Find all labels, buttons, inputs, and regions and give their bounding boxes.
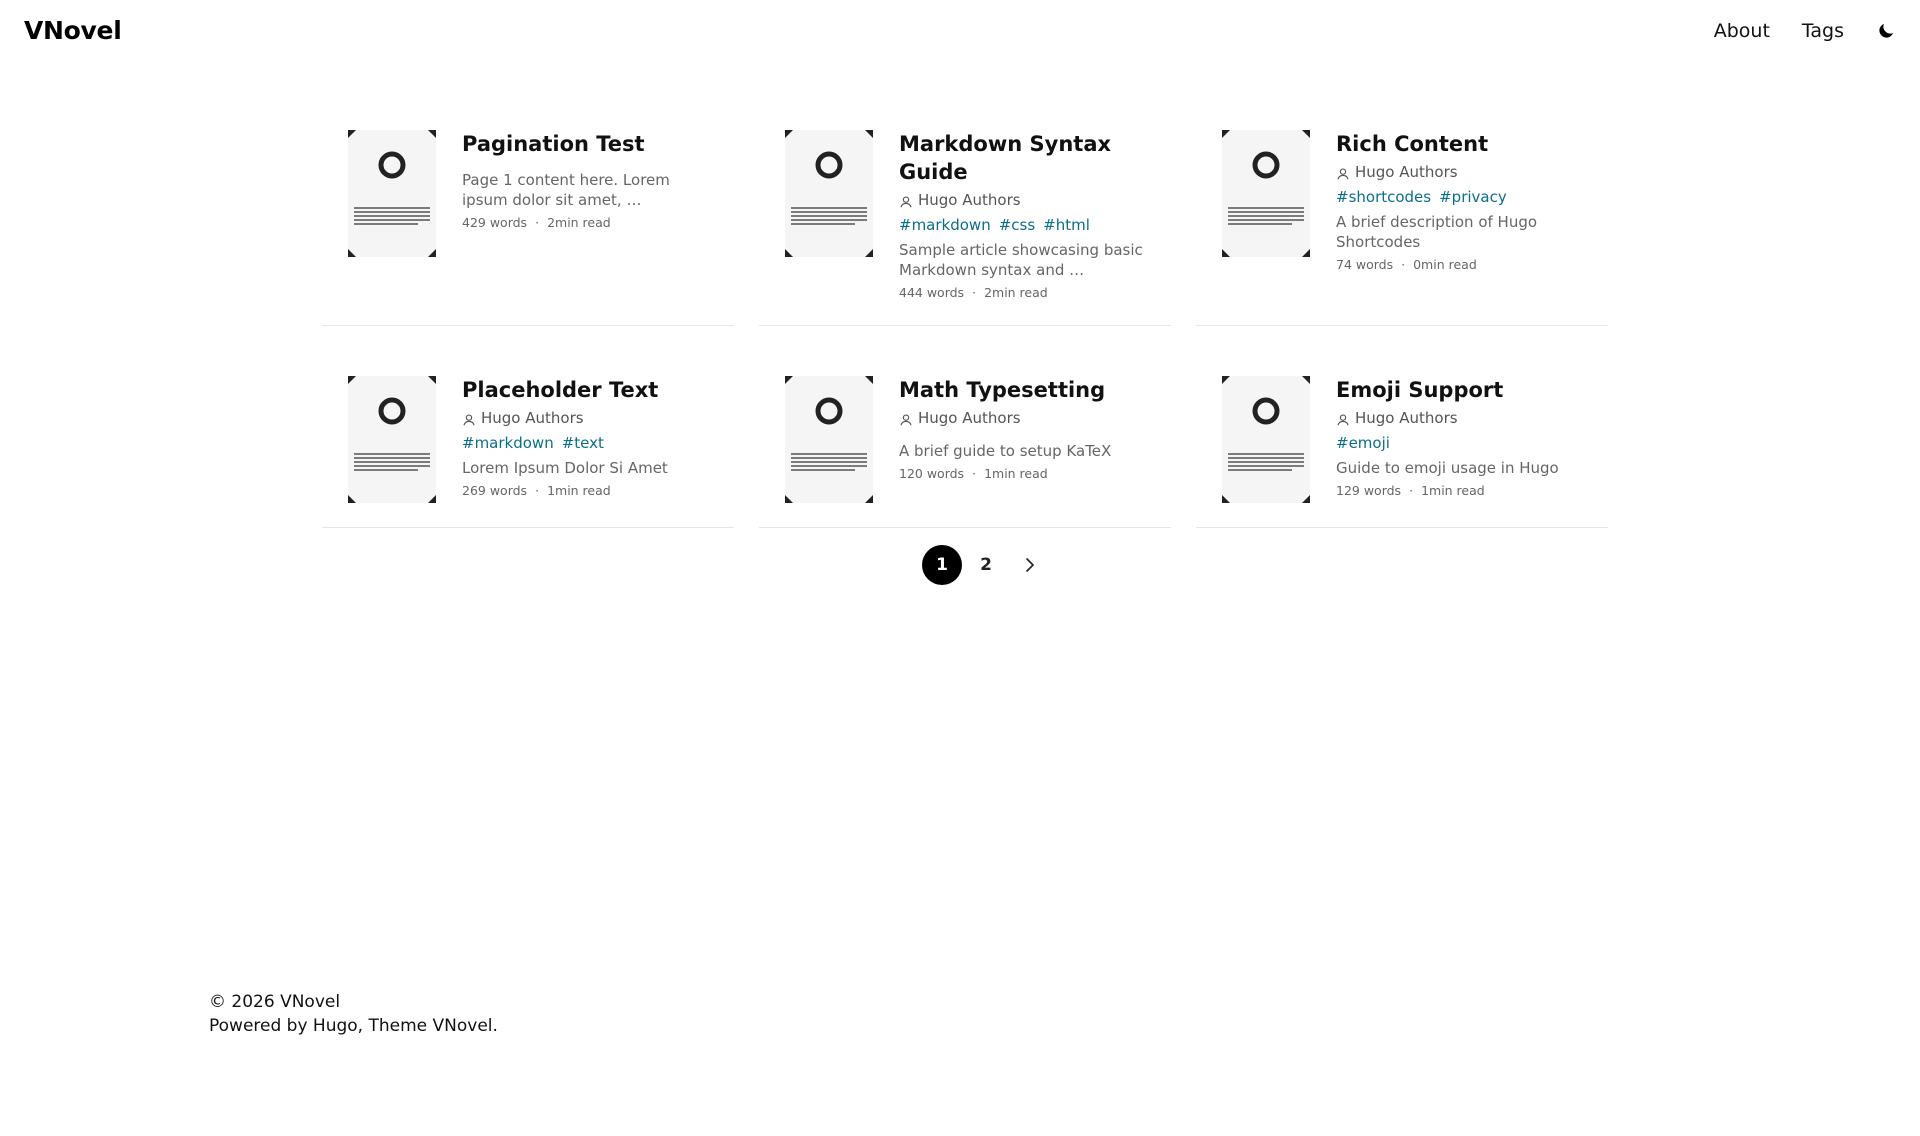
post-tag[interactable]: #text [561, 434, 604, 452]
post-card [759, 130, 1171, 326]
post-summary: Guide to emoji usage in Hugo [1336, 459, 1559, 477]
post-word-count: 429 words [462, 215, 528, 230]
post-summary: A brief description of Hugo Shortcodes [1336, 213, 1538, 251]
post-tag[interactable]: #privacy [1439, 188, 1507, 206]
post-read-time: 1min read [984, 466, 1048, 481]
post-author [462, 407, 708, 429]
post-card-body [462, 130, 708, 231]
footer-powered-by: Powered by Hugo, Theme VNovel. [209, 1016, 498, 1036]
post-card-body [899, 376, 1145, 482]
post-meta: 429 words · 2min read [462, 215, 611, 230]
footer-copyright: © 2026 VNovel [209, 992, 341, 1012]
post-author [1336, 161, 1582, 183]
post-read-time: 1min read [547, 483, 611, 498]
moon-icon[interactable] [1876, 21, 1896, 41]
post-card-body [899, 130, 1145, 301]
post-grid [322, 130, 1608, 528]
post-meta: 269 words · 1min read [462, 483, 611, 498]
post-card [322, 376, 734, 528]
post-author-name: Hugo Authors [1355, 163, 1458, 181]
post-card [1196, 376, 1608, 528]
main-nav [1682, 20, 1896, 42]
post-word-count: 120 words [899, 466, 965, 481]
post-read-time: 2min read [547, 215, 611, 230]
site-footer [209, 990, 498, 1038]
post-tags [1336, 432, 1582, 454]
post-meta: 444 words · 2min read [899, 285, 1048, 300]
post-meta: 129 words · 1min read [1336, 483, 1485, 498]
post-thumbnail[interactable] [348, 130, 436, 257]
post-thumbnail[interactable] [1222, 130, 1310, 257]
post-card [759, 376, 1171, 528]
post-read-time: 1min read [1421, 483, 1485, 498]
post-thumbnail[interactable] [785, 130, 873, 257]
post-word-count: 269 words [462, 483, 528, 498]
post-tag[interactable]: #markdown [462, 434, 554, 452]
post-author [899, 189, 1145, 211]
post-thumbnail[interactable] [348, 376, 436, 503]
post-card-body [462, 376, 708, 499]
post-word-count: 74 words [1336, 257, 1394, 272]
post-tag[interactable]: #emoji [1336, 434, 1390, 452]
post-tag[interactable]: #css [998, 216, 1036, 234]
post-title[interactable]: Markdown Syntax Guide [899, 132, 1112, 184]
post-author [1336, 407, 1582, 429]
post-tag[interactable]: #html [1043, 216, 1090, 234]
chevron-right-icon[interactable] [1010, 545, 1050, 585]
post-tag[interactable]: #markdown [899, 216, 991, 234]
user-icon [1336, 165, 1350, 179]
post-summary: A brief guide to setup KaTeX [899, 442, 1112, 460]
post-card-body [1336, 376, 1582, 499]
user-icon [899, 193, 913, 207]
post-card-body [1336, 130, 1582, 273]
post-title[interactable]: Rich Content [1336, 132, 1489, 156]
post-summary: Page 1 content here. Lorem ipsum dolor sit amet, … [462, 171, 670, 209]
user-icon [899, 411, 913, 425]
page-2-button[interactable]: 2 [980, 555, 992, 575]
post-read-time: 0min read [1413, 257, 1477, 272]
post-summary: Lorem Ipsum Dolor Si Amet [462, 459, 668, 477]
post-word-count: 129 words [1336, 483, 1402, 498]
site-logo[interactable]: VNovel [24, 16, 122, 45]
post-author-name: Hugo Authors [918, 409, 1021, 427]
post-author-name: Hugo Authors [918, 191, 1021, 209]
post-card [1196, 130, 1608, 326]
post-title[interactable]: Math Typesetting [899, 378, 1106, 402]
post-word-count: 444 words [899, 285, 965, 300]
user-icon [462, 411, 476, 425]
nav-about[interactable]: About [1713, 20, 1770, 42]
post-card [322, 130, 734, 326]
user-icon [1336, 411, 1350, 425]
page-1-button[interactable]: 1 [922, 545, 962, 585]
nav-tags[interactable]: Tags [1801, 20, 1844, 42]
post-tags [1336, 186, 1582, 208]
post-author [899, 407, 1145, 429]
post-tags [462, 432, 708, 454]
post-title[interactable]: Placeholder Text [462, 378, 659, 402]
post-title[interactable]: Pagination Test [462, 132, 645, 156]
pagination [922, 545, 1050, 585]
post-title[interactable]: Emoji Support [1336, 378, 1504, 402]
post-thumbnail[interactable] [1222, 376, 1310, 503]
post-summary: Sample article showcasing basic Markdown syntax and … [899, 241, 1143, 279]
post-meta: 120 words · 1min read [899, 466, 1048, 481]
post-read-time: 2min read [984, 285, 1048, 300]
post-tag[interactable]: #shortcodes [1336, 188, 1432, 206]
site-header [0, 0, 1920, 66]
post-author-name: Hugo Authors [481, 409, 584, 427]
post-author-name: Hugo Authors [1355, 409, 1458, 427]
post-thumbnail[interactable] [785, 376, 873, 503]
post-meta: 74 words · 0min read [1336, 257, 1477, 272]
post-tags [899, 214, 1145, 236]
